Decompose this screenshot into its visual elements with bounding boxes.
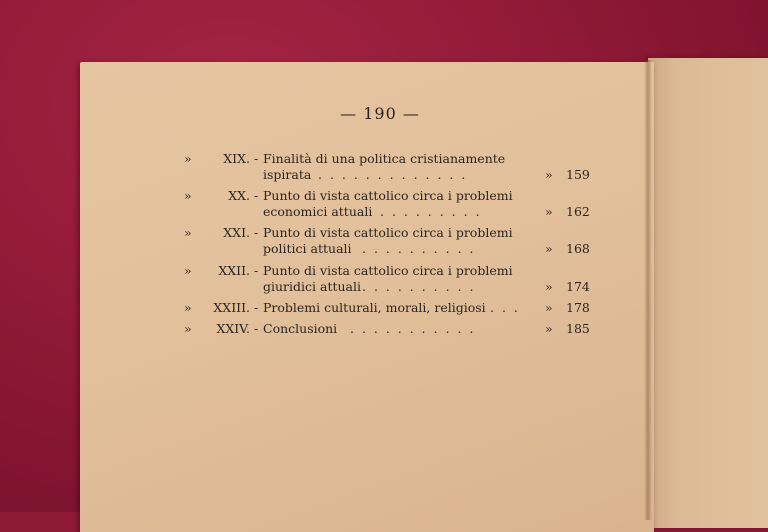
- page-ref: 185: [566, 321, 590, 336]
- chapter-numeral: XXI.: [223, 225, 250, 240]
- left-page: [80, 62, 654, 532]
- page-ref: 159: [566, 167, 590, 182]
- chapter-title: Punto di vista cattolico circa i problemi: [263, 263, 513, 278]
- toc-entry-xxiv: [0, 320, 768, 338]
- ditto-mark: »: [184, 151, 192, 166]
- ditto-mark: »: [545, 241, 553, 256]
- separator: -: [254, 225, 259, 240]
- ditto-mark: »: [184, 321, 192, 336]
- toc-entry-xxi-cont: [0, 240, 768, 258]
- leader-dots: . . . . . . . . . . . . .: [318, 167, 468, 182]
- ditto-mark: »: [184, 263, 192, 278]
- chapter-numeral: XIX.: [223, 151, 250, 166]
- leader-dots: . . .: [490, 300, 520, 315]
- page-ref: 168: [566, 241, 590, 256]
- ditto-mark: »: [545, 167, 553, 182]
- separator: -: [254, 300, 259, 315]
- toc-entry-xx-cont: [0, 203, 768, 221]
- leader-dots: . . . . . . . . . . .: [350, 321, 476, 336]
- toc-entry-xxii-cont: [0, 278, 768, 296]
- separator: -: [254, 188, 259, 203]
- chapter-title: Finalità di una politica cristianamente: [263, 151, 506, 166]
- page-ref: 174: [566, 279, 590, 294]
- leader-dots: . . . . . . . . .: [380, 204, 482, 219]
- toc-entry-xxiii: [0, 299, 768, 317]
- ditto-mark: »: [184, 225, 192, 240]
- ditto-mark: »: [545, 279, 553, 294]
- leader-dots: . . . . . . . . . .: [362, 241, 476, 256]
- chapter-numeral: XXIII.: [213, 300, 250, 315]
- separator: -: [254, 151, 259, 166]
- chapter-title-continuation: giuridici attuali: [263, 279, 361, 294]
- page-number: — 190 —: [340, 104, 420, 123]
- chapter-title: Punto di vista cattolico circa i problemi: [263, 225, 513, 240]
- chapter-title-continuation: economici attuali: [263, 204, 373, 219]
- chapter-title: Punto di vista cattolico circa i problemi: [263, 188, 513, 203]
- separator: -: [254, 321, 259, 336]
- chapter-title-continuation: ispirata: [263, 167, 312, 182]
- chapter-title-continuation: politici attuali: [263, 241, 352, 256]
- chapter-numeral: XXII.: [218, 263, 250, 278]
- chapter-title: Problemi culturali, morali, religiosi: [263, 300, 486, 315]
- toc-entry-xix-cont: [0, 166, 768, 184]
- page-ref: 162: [566, 204, 590, 219]
- leader-dots: . . . . . . . . . .: [362, 279, 476, 294]
- ditto-mark: »: [184, 188, 192, 203]
- chapter-title: Conclusioni: [263, 321, 338, 336]
- page-ref: 178: [566, 300, 590, 315]
- ditto-mark: »: [545, 321, 553, 336]
- ditto-mark: »: [545, 300, 553, 315]
- separator: -: [254, 263, 259, 278]
- ditto-mark: »: [545, 204, 553, 219]
- chapter-numeral: XXIV.: [216, 321, 250, 336]
- chapter-numeral: XX.: [228, 188, 250, 203]
- ditto-mark: »: [184, 300, 192, 315]
